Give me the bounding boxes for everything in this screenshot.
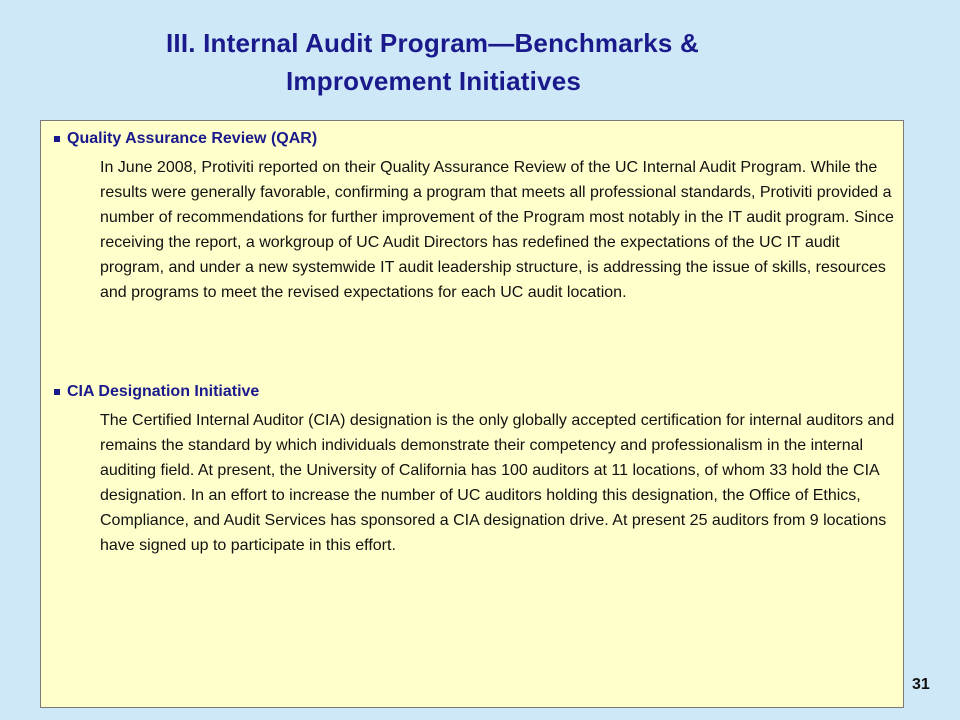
page-number: 31 [912, 676, 930, 693]
slide-title [0, 24, 960, 100]
cia-section-heading [41, 381, 903, 403]
square-bullet-icon [54, 136, 60, 142]
slide-title-line-1: III. Internal Audit Program—Benchmarks & [166, 28, 699, 58]
cia-section [41, 381, 903, 558]
content-panel [40, 120, 904, 708]
qar-section-heading-text: Quality Assurance Review (QAR) [67, 130, 318, 147]
cia-section-heading-text: CIA Designation Initiative [67, 383, 260, 400]
slide-title-line-2: Improvement Initiatives [286, 66, 582, 96]
qar-section-body: In June 2008, Protiviti reported on their Quality Assurance Review of the UC Internal Audit Program. While the results were generally favorable, confirming a program that meets all professional standards, Protiviti provided a number of recommendations for further improvement of the Program most notably in the IT audit program. Since receiving the report, a workgroup of UC Audit Directors has redefined the expectations of the UC IT audit program, and under a new systemwide IT audit leadership structure, is addressing the issue of skills, resources and programs to meet the revised expectations for each UC audit location. [100, 159, 894, 301]
qar-section [41, 128, 903, 305]
qar-section-heading [41, 128, 903, 150]
cia-section-body: The Certified Internal Auditor (CIA) designation is the only globally accepted certification for internal auditors and remains the standard by which individuals demonstrate their competency and professionalism in the internal auditing field. At present, the University of California has 100 auditors at 11 locations, of whom 33 hold the CIA designation. In an effort to increase the number of UC auditors holding this designation, the Office of Ethics, Compliance, and Audit Services has sponsored a CIA designation drive. At present 25 auditors from 9 locations have signed up to participate in this effort. [100, 412, 895, 554]
square-bullet-icon [54, 389, 60, 395]
